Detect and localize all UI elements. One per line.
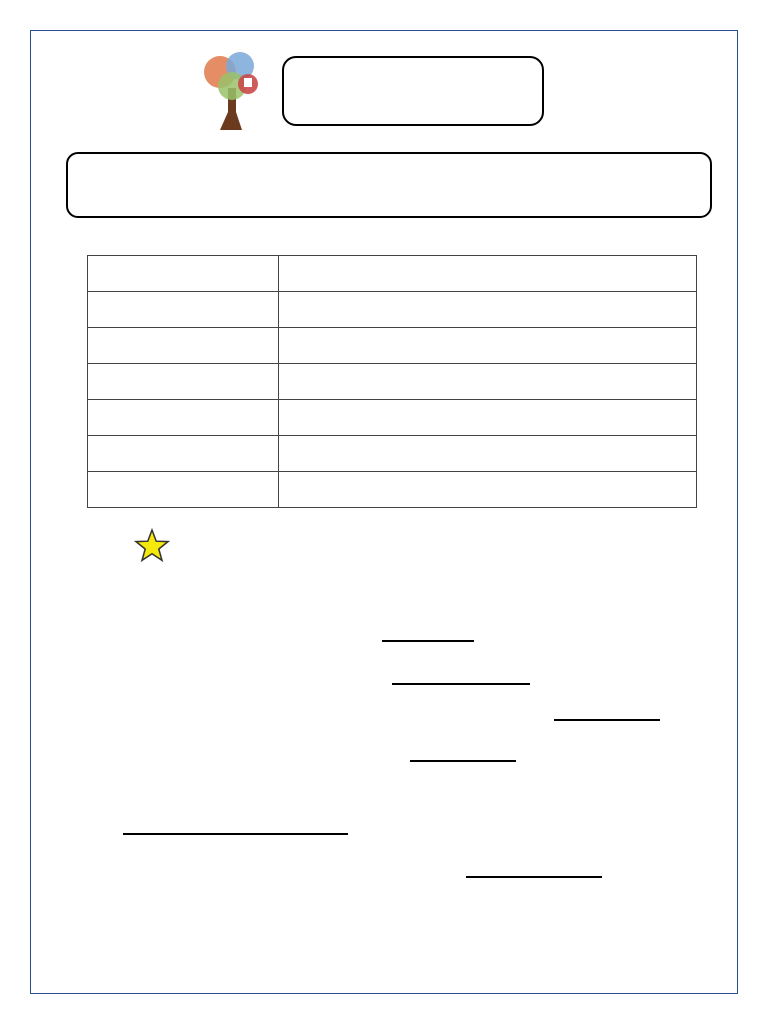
- pictograph-table: [87, 255, 697, 508]
- border-left-decoration: [0, 0, 30, 1024]
- key-star-icon: [134, 528, 170, 562]
- pictograph-body: [88, 292, 697, 508]
- star-cell: [279, 364, 697, 400]
- table-row: [88, 364, 697, 400]
- border-top-decoration: [0, 0, 768, 30]
- answer-line-6[interactable]: [466, 876, 602, 878]
- logo: [52, 42, 262, 134]
- answer-line-5[interactable]: [123, 833, 348, 835]
- table-row: [88, 436, 697, 472]
- answer-line-3[interactable]: [554, 719, 660, 721]
- table-row: [88, 400, 697, 436]
- question-6: [94, 851, 100, 870]
- column-header-marks: [279, 256, 697, 292]
- question-5: [94, 778, 100, 797]
- student-name: [88, 472, 279, 508]
- table-header-row: [88, 256, 697, 292]
- question-2: [94, 659, 100, 678]
- answer-line-4[interactable]: [410, 760, 516, 762]
- student-name: [88, 292, 279, 328]
- star-cell: [279, 400, 697, 436]
- star-cell: [279, 436, 697, 472]
- logo-tree-icon: [52, 42, 262, 134]
- student-name: [88, 364, 279, 400]
- table-row: [88, 472, 697, 508]
- question-3: [94, 699, 100, 718]
- answer-line-2[interactable]: [392, 683, 530, 685]
- table-row: [88, 328, 697, 364]
- table-row: [88, 292, 697, 328]
- border-right-decoration: [738, 0, 768, 1024]
- question-1: [94, 620, 100, 639]
- student-name: [88, 436, 279, 472]
- star-cell: [279, 472, 697, 508]
- intro-box: [66, 152, 712, 218]
- answer-line-1[interactable]: [382, 640, 474, 642]
- border-bottom-decoration: [0, 994, 768, 1024]
- title-box: [282, 56, 544, 126]
- column-header-name: [88, 256, 279, 292]
- question-4: [94, 738, 100, 757]
- student-name: [88, 328, 279, 364]
- student-name: [88, 400, 279, 436]
- star-cell: [279, 328, 697, 364]
- star-cell: [279, 292, 697, 328]
